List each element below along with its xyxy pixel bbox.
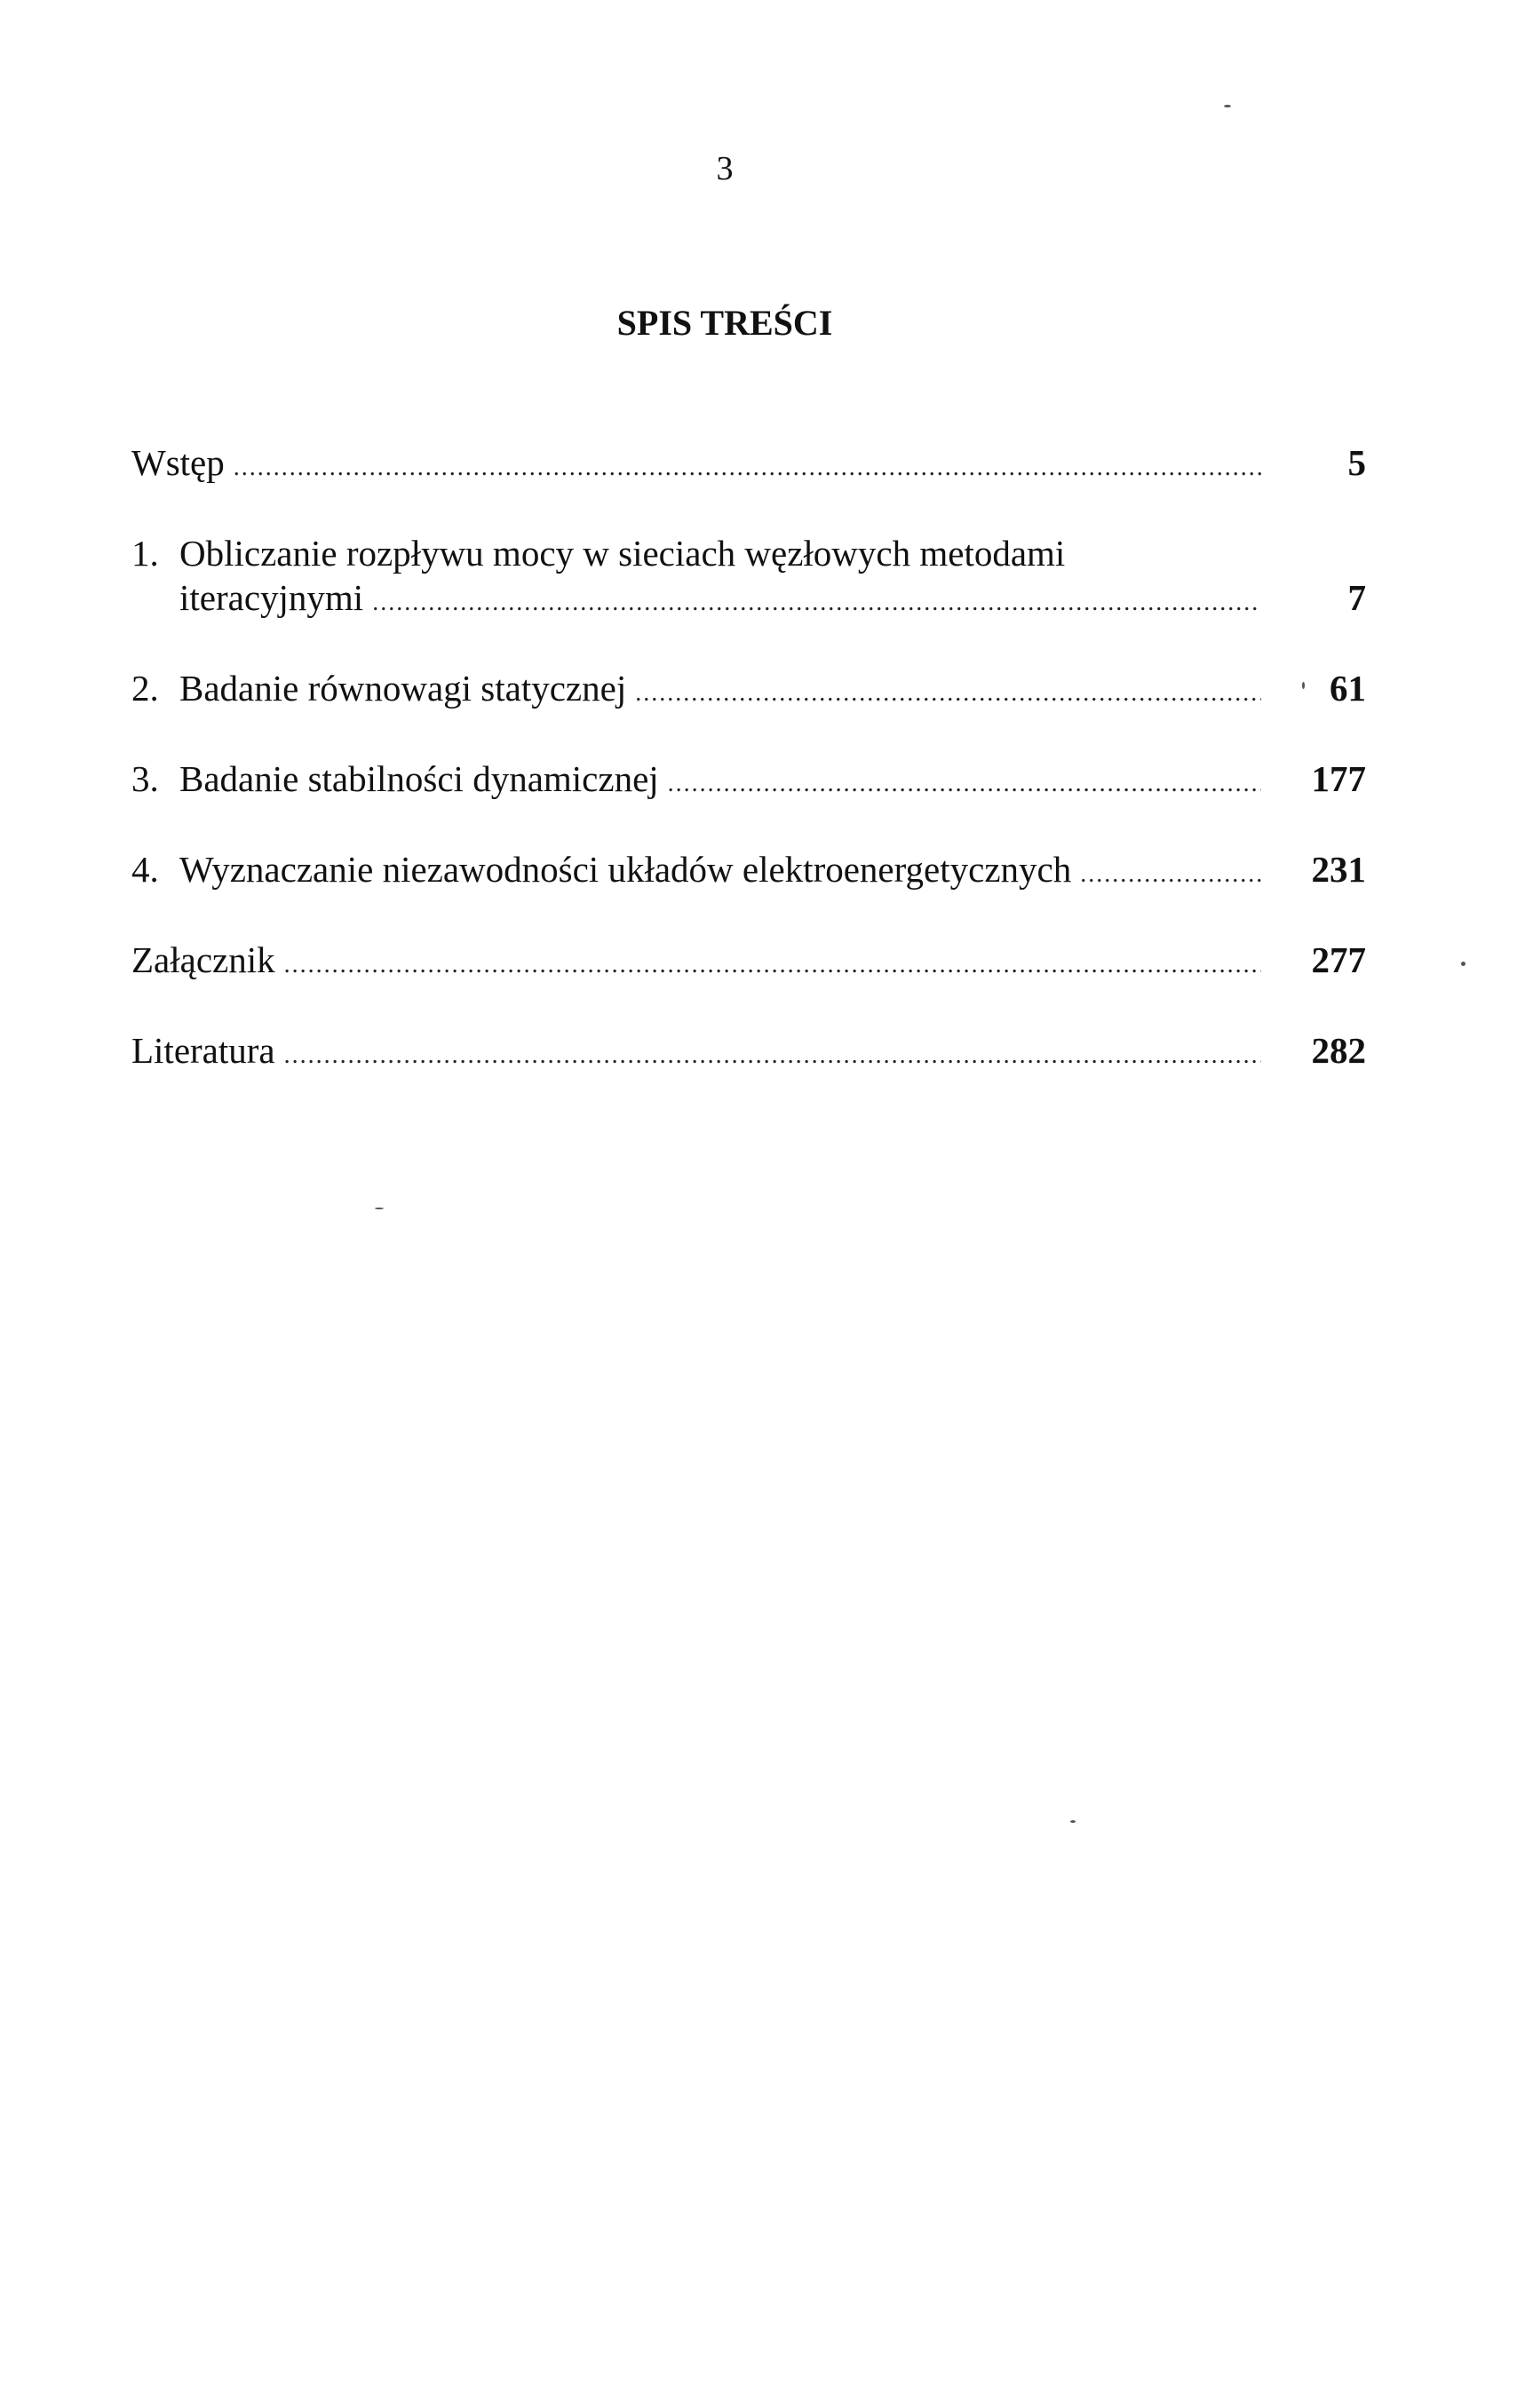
toc-entry-zalacznik[interactable]	[131, 938, 1366, 982]
dot-leader	[635, 671, 1261, 716]
toc-entry-chapter-3[interactable]	[131, 756, 1366, 801]
toc-entry-chapter-2[interactable]	[131, 666, 1366, 710]
toc-entry-page: 177	[1311, 758, 1366, 799]
toc-entry-number: 3.	[131, 758, 159, 799]
scan-speck	[1302, 682, 1305, 689]
toc-entry-label: Obliczanie rozpływu mocy w sieciach węzłowych metodami	[179, 533, 1066, 574]
toc-entry-page: 282	[1311, 1030, 1366, 1071]
toc-entry-literatura[interactable]	[131, 1028, 1366, 1073]
toc-entry-label: Badanie równowagi statycznej	[179, 668, 627, 709]
page-number: 3	[716, 150, 734, 187]
toc-entry-label: Badanie stabilności dynamicznej	[179, 758, 659, 799]
dot-leader	[668, 762, 1261, 806]
toc-entry-wstep[interactable]	[131, 440, 1366, 485]
toc-entry-page: 7	[1347, 577, 1366, 618]
toc-entry-page: 61	[1330, 668, 1366, 709]
scan-speck	[1224, 105, 1231, 107]
toc-entry-label: Literatura	[131, 1030, 275, 1071]
dot-leader	[372, 581, 1261, 625]
scan-speck	[375, 1208, 384, 1209]
scan-speck	[1070, 1820, 1076, 1823]
toc-entry-label: Wyznaczanie niezawodności układów elektroenergetycznych	[179, 849, 1072, 890]
toc-entry-page: 231	[1311, 849, 1366, 890]
toc-entry-label: Załącznik	[131, 939, 275, 980]
dot-leader	[234, 446, 1261, 490]
scan-speck	[1461, 962, 1465, 966]
dot-leader	[1080, 852, 1261, 897]
toc-entry-label: Wstęp	[131, 442, 225, 483]
toc-entry-continuation: iteracyjnymi	[179, 577, 364, 618]
toc-entry-number: 2.	[131, 668, 159, 709]
toc-entry-page: 5	[1347, 442, 1366, 483]
toc-entry-page: 277	[1311, 939, 1366, 980]
toc-entry-chapter-1[interactable]	[131, 531, 1366, 620]
dot-leader	[284, 1034, 1261, 1078]
toc-entry-chapter-4[interactable]	[131, 847, 1366, 891]
toc-entry-number: 4.	[131, 849, 159, 890]
dot-leader	[284, 943, 1261, 987]
page-title: SPIS TREŚCI	[616, 303, 833, 343]
toc-entry-number: 1.	[131, 533, 159, 574]
